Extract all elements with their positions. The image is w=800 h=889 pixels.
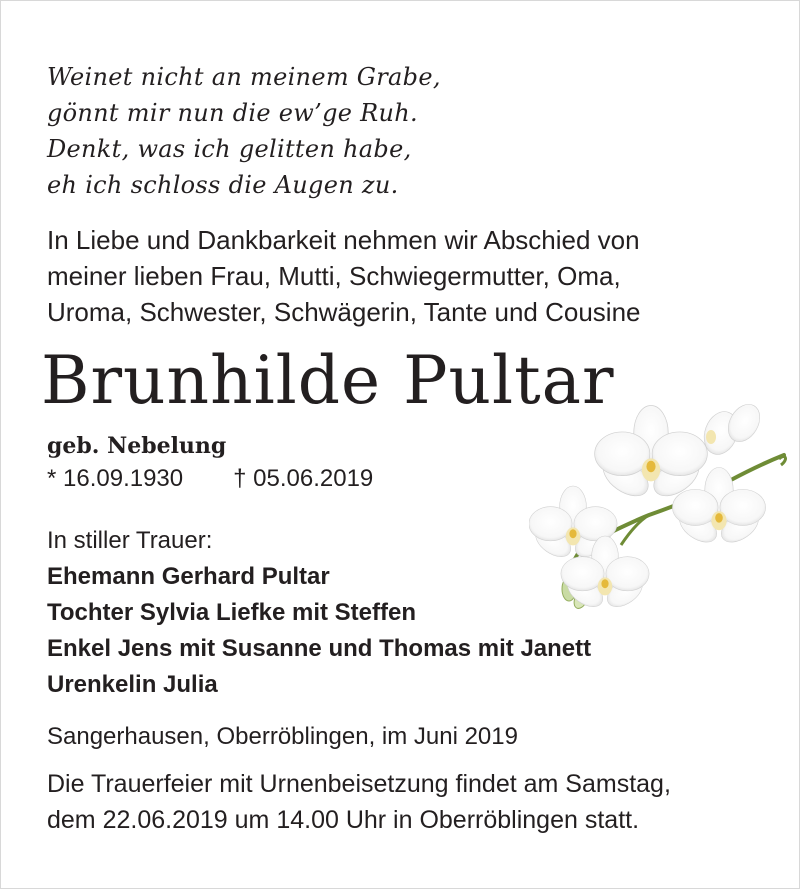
- poem-line: eh ich schloss die Augen zu.: [47, 171, 399, 199]
- poem: [47, 59, 441, 203]
- mourner: Ehemann Gerhard Pultar: [47, 563, 330, 590]
- birth-date: * 16.09.1930: [47, 465, 184, 492]
- mourner: Urenkelin Julia: [47, 671, 218, 698]
- life-dates: [47, 462, 373, 496]
- poem-line: Weinet nicht an meinem Grabe,: [47, 63, 441, 91]
- mourners-label: In stiller Trauer:: [47, 527, 213, 554]
- farewell-line: In Liebe und Dankbarkeit nehmen wir Abschied von: [47, 225, 640, 255]
- farewell-text: [47, 222, 641, 330]
- farewell-line: meiner lieben Frau, Mutti, Schwiegermutter, Oma,: [47, 261, 621, 291]
- place-and-date: Sangerhausen, Oberröblingen, im Juni 2019: [47, 723, 518, 750]
- deceased-name: Brunhilde Pultar: [41, 342, 615, 419]
- funeral-notice: [47, 766, 671, 838]
- farewell-line: Uroma, Schwester, Schwägerin, Tante und Cousine: [47, 297, 641, 327]
- birth-name: geb. Nebelung: [47, 433, 227, 459]
- mourners-list: [47, 523, 591, 703]
- mourner: Enkel Jens mit Susanne und Thomas mit Janett: [47, 635, 592, 662]
- death-date: † 05.06.2019: [233, 465, 374, 492]
- mourner: Tochter Sylvia Liefke mit Steffen: [47, 599, 416, 626]
- funeral-line: dem 22.06.2019 um 14.00 Uhr in Oberröblingen statt.: [47, 806, 640, 834]
- funeral-line: Die Trauerfeier mit Urnenbeisetzung findet am Samstag,: [47, 770, 671, 798]
- poem-line: gönnt mir nun die ew’ge Ruh.: [47, 99, 418, 127]
- poem-line: Denkt, was ich gelitten habe,: [47, 135, 412, 163]
